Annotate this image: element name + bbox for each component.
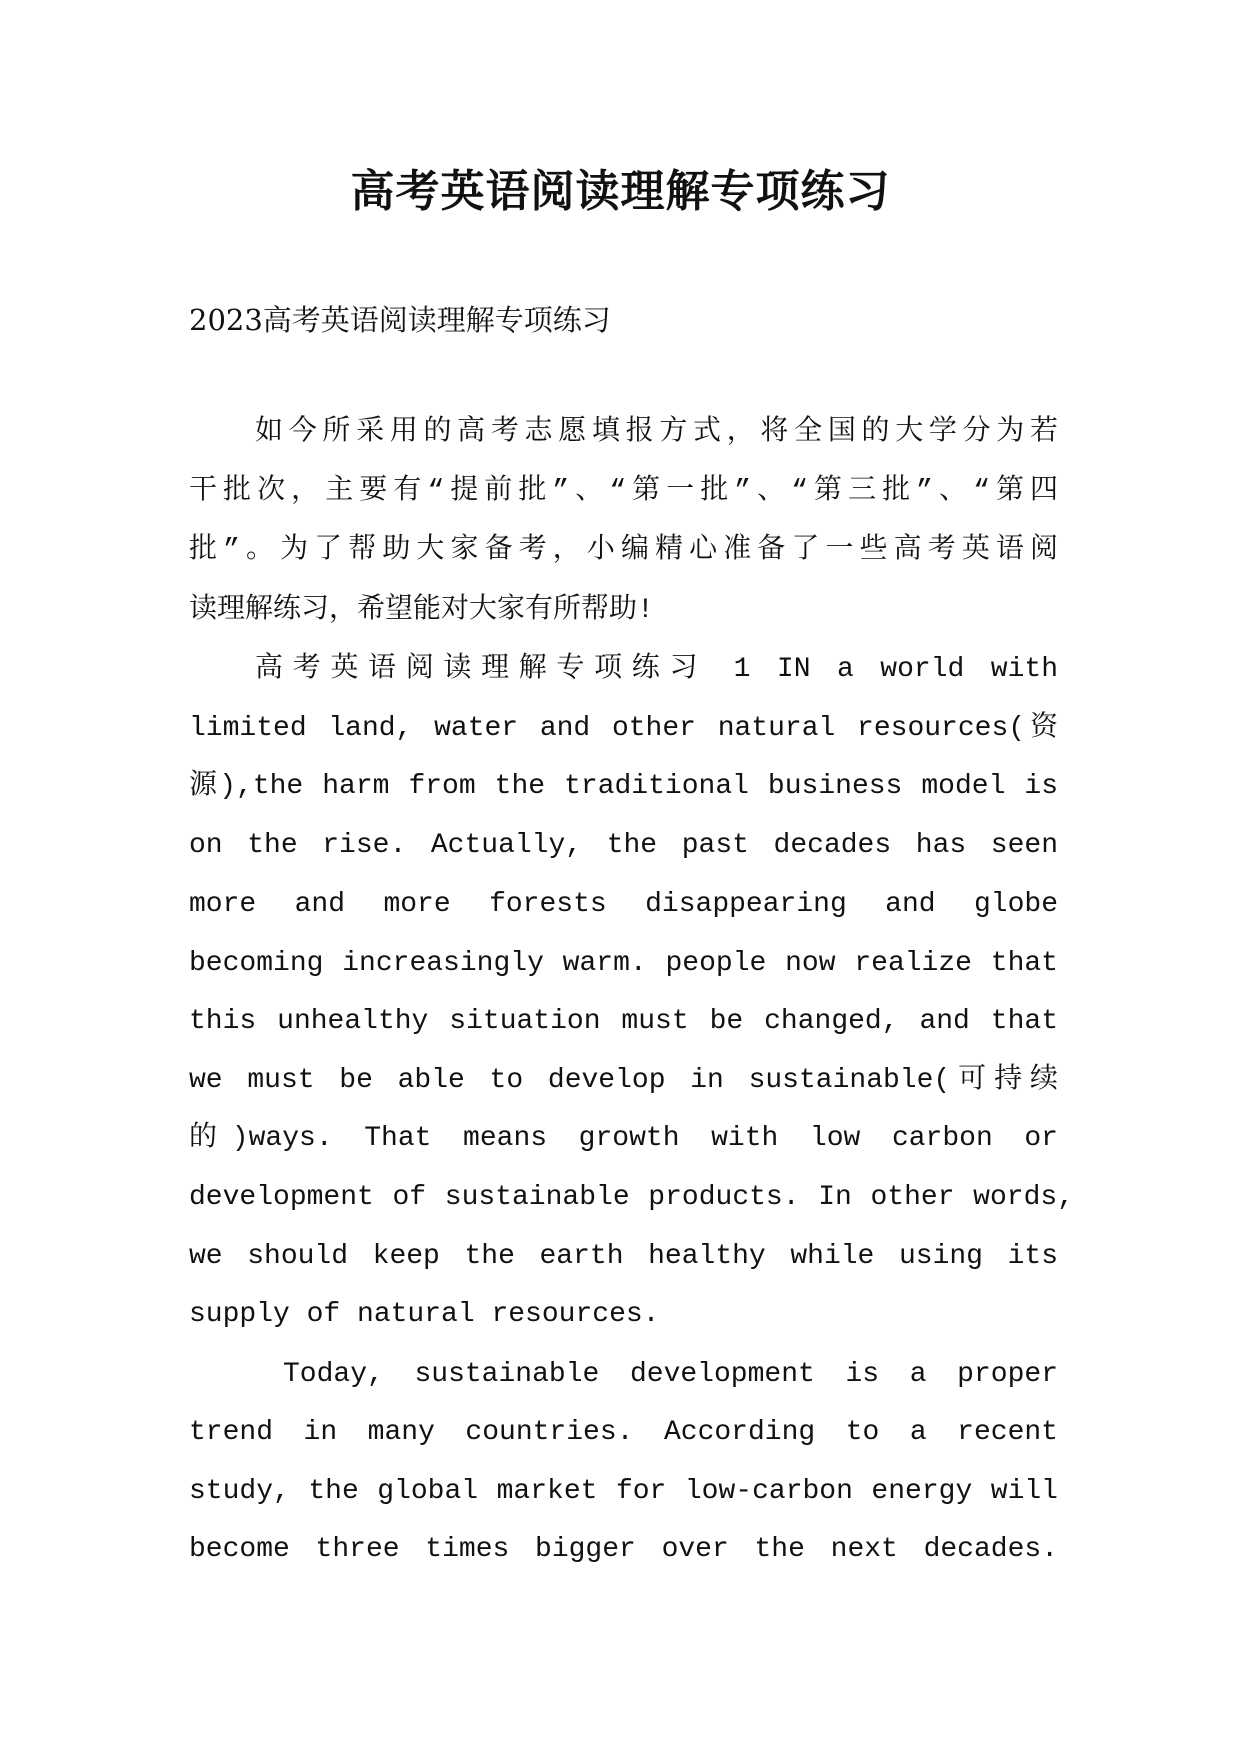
text-line: 如今所采用的高考志愿填报方式，将全国的大学分为若 [255, 417, 1058, 448]
text-line: study, the global market for low-carbon energy will [189, 1476, 1058, 1507]
text-line: development of sustainable products. In other words, [189, 1182, 1074, 1213]
document-subtitle: 2023高考英语阅读理解专项练习 [189, 303, 611, 337]
text-line: supply of natural resources. [189, 1299, 660, 1330]
text-line: more and more forests disappearing and globe [189, 889, 1058, 920]
text-line: become three times bigger over the next decades. [189, 1534, 1058, 1565]
text-line: 读理解练习，希望能对大家有所帮助! [189, 595, 654, 626]
text-line: this unhealthy situation must be changed, and that [189, 1006, 1058, 1037]
text-line: we should keep the earth healthy while using its [189, 1241, 1058, 1272]
text-line: 批”。为了帮助大家备考，小编精心准备了一些高考英语阅 [189, 535, 1058, 566]
text-line: limited land, water and other natural resources(资 [189, 713, 1058, 744]
text-line: 的)ways. That means growth with low carbon or [189, 1123, 1058, 1154]
text-line: we must be able to develop in sustainable(可持续 [189, 1065, 1058, 1096]
text-line: becoming increasingly warm. people now realize that [189, 948, 1058, 979]
text-line: 干批次，主要有“提前批”、“第一批”、“第三批”、“第四 [189, 476, 1058, 507]
text-line: trend in many countries. According to a recent [189, 1417, 1058, 1448]
text-line: on the rise. Actually, the past decades has seen [189, 830, 1058, 861]
document-title: 高考英语阅读理解专项练习 [350, 166, 891, 217]
text-line: 高考英语阅读理解专项练习 1 IN a world with [255, 654, 1058, 685]
text-line: 源),the harm from the traditional business model is [189, 771, 1058, 802]
text-line: Today, sustainable development is a proper [283, 1359, 1058, 1390]
